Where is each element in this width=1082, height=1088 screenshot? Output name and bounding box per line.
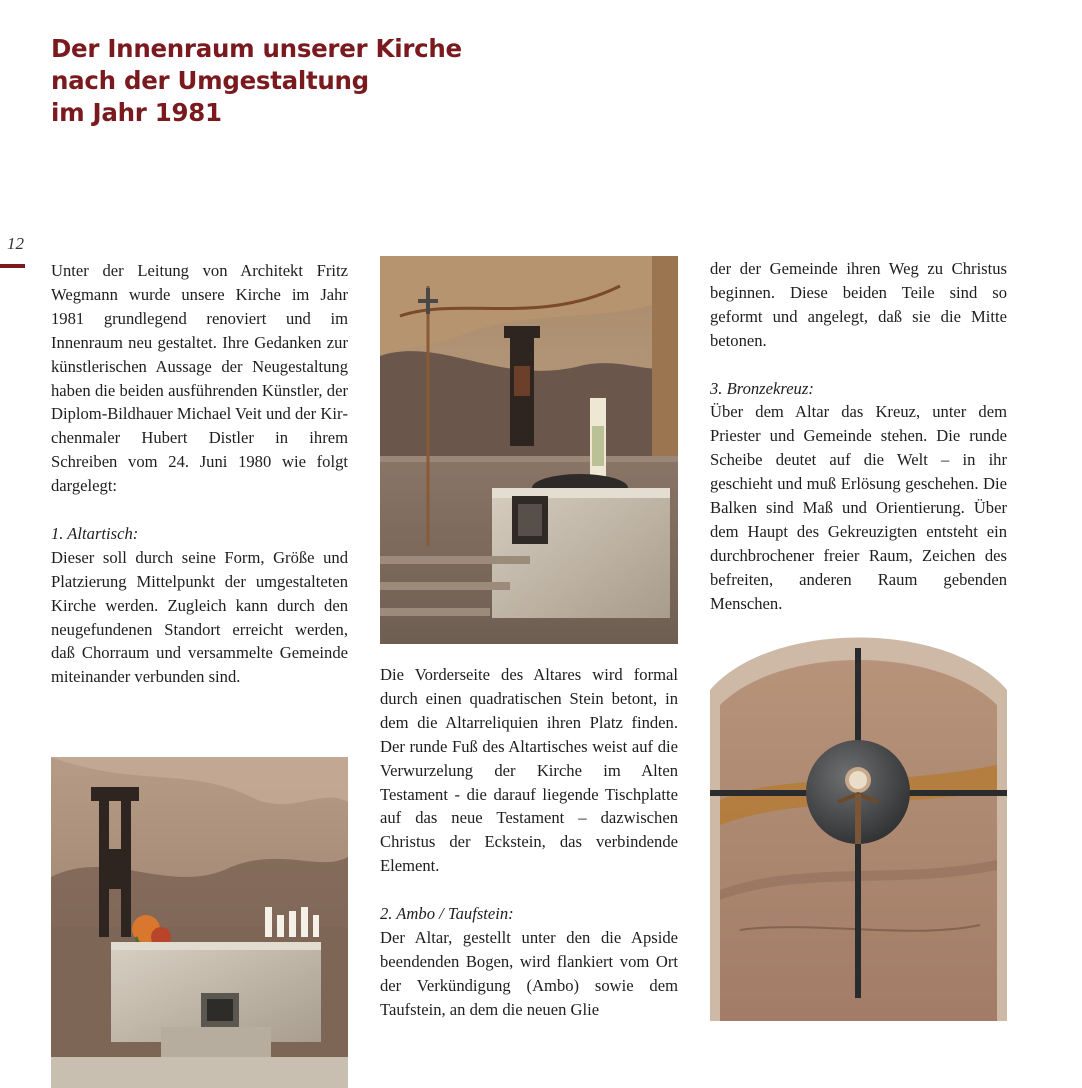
title-line-1: Der Innenraum unserer Kirche [51, 34, 462, 63]
title-line-2: nach der Umgestaltung [51, 66, 369, 95]
altar-front-paragraph: Die Vorderseite des Altares wird formal durch einen quadratischen Stein betont, in dem die Altarreliquien ihren Platz finden. Der runde Fuß des Altartisches weist auf die Verwurzelung der Kirche im Alten Testament - die darauf liegende Tischplatte auf das neue Testament – dazwischen Christus der Eckstein, das verbindende Element. [380, 665, 678, 876]
church-interior-altar-photo [51, 757, 348, 1088]
altar-table-front-photo [380, 256, 678, 644]
page-number: 12 [7, 234, 24, 253]
section-heading-bronzekreuz: 3. Bronzekreuz: [710, 378, 814, 398]
text-column-1 [51, 259, 348, 689]
altartisch-paragraph: Dieser soll durch seine Form, Größe und Platzierung Mittelpunkt der umgestalteten Kirche werden. Zugleich kann durch den neugefundenen Standort erreicht werden, daß Chorraum und versammelte Gemeinde miteinander verbunden sind. [51, 547, 348, 687]
section-heading-altartisch: 1. Altartisch: [51, 523, 139, 543]
intro-paragraph: Unter der Leitung von Architekt Fritz Wegmann wurde unsere Kirche im Jahr 1981 grundlegend renoviert und im Innenraum neu gestaltet. Ihre Gedanken zur künstlerischen Aussage der Neugestaltung haben die beiden ausführenden Künstler, der Diplom-Bildhauer Michael Veit und der Kirchenmaler Hubert Distler in ihrem Schreiben vom 24. Juni 1980 wie folgt dargelegt: [51, 261, 348, 496]
text-column-2 [380, 663, 678, 1022]
page-marker-bar [0, 264, 25, 268]
title-line-3: im Jahr 1981 [51, 98, 222, 127]
ambo-continuation-paragraph: der der Gemeinde ihren Weg zu Christus beginnen. Diese beiden Teile sind so geformt und angelegt, daß sie die Mitte betonen. [710, 259, 1007, 350]
bronze-cross-illustration [710, 630, 1007, 1021]
bronzekreuz-paragraph: Über dem Altar das Kreuz, unter dem Priester und Gemeinde stehen. Die runde Scheibe deutet auf die Welt – in ihr geschieht und muß Erlösung geschehen. Die Balken sind Maß und Orientierung. Über dem Haupt des Gekreuzigten entsteht ein durchbrochener freier Raum, Zeichen des befreiten, anderen Raum gebenden Menschen. [710, 402, 1007, 613]
section-heading-ambo: 2. Ambo / Taufstein: [380, 904, 514, 924]
ambo-paragraph: Der Altar, gestellt unter den die Apside beendenden Bogen, wird flankiert vom Ort der Verkündigung (Ambo) sowie dem Taufstein, an dem die neuen Glie [380, 927, 678, 1019]
page-title [51, 33, 462, 129]
text-column-3 [710, 257, 1007, 616]
altar-photo-illustration [51, 757, 348, 1088]
bronze-cross-photo [710, 630, 1007, 1021]
altar-table-illustration [380, 256, 678, 644]
